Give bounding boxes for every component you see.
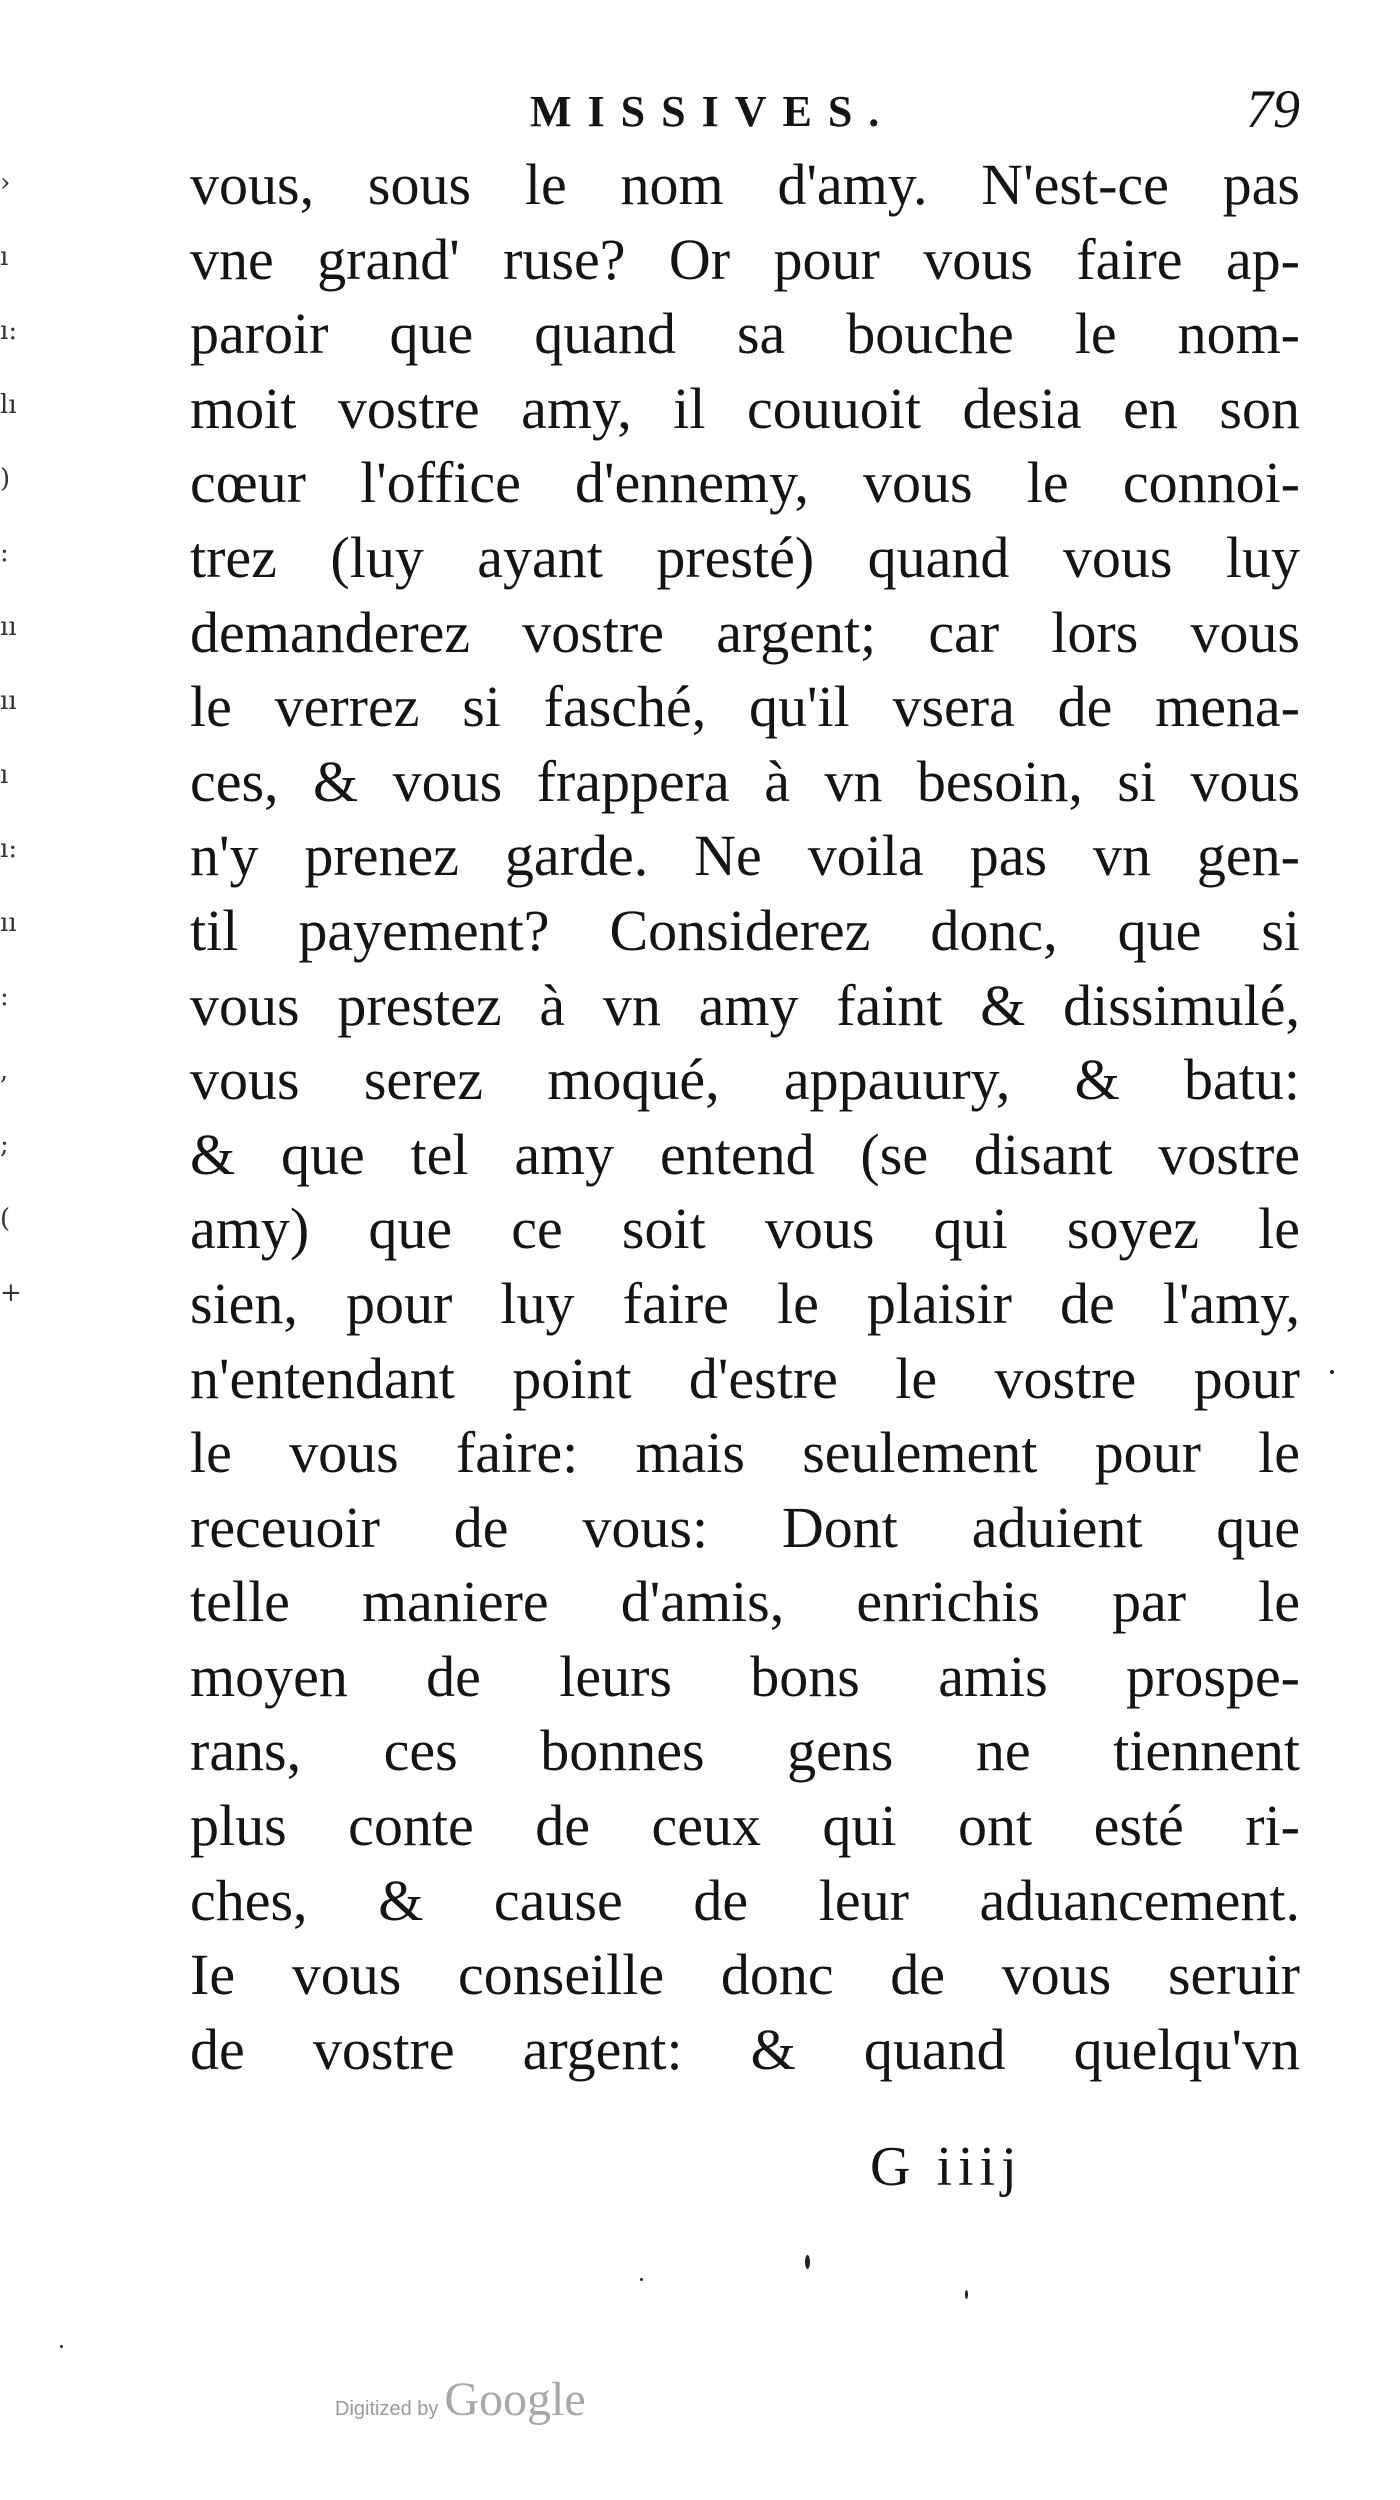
text-line: le vous faire: mais seulement pour le — [190, 1420, 1300, 1486]
text-line: moit vostre amy, il couuoit desia en son — [190, 375, 1300, 441]
text-line: amy) que ce soit vous qui soyez le — [190, 1196, 1300, 1262]
text-line: sien, pour luy faire le plaisir de l'amy, — [190, 1270, 1300, 1336]
text-line: moyen de leurs bons amis prospe- — [190, 1643, 1300, 1709]
watermark-prefix: Digitized by — [335, 2398, 439, 2420]
google-logo: Google — [444, 2373, 586, 2426]
text-line: Ie vous conseille donc de vous seruir — [190, 1942, 1300, 2008]
ink-speck — [805, 2255, 810, 2269]
text-line: vous serez moqué, appauury, & batu: — [190, 1047, 1300, 1113]
page-header — [190, 78, 1300, 148]
text-line: n'y prenez garde. Ne voila pas vn gen- — [190, 823, 1300, 889]
text-line: le verrez si fasché, qu'il vsera de mena- — [190, 674, 1300, 740]
text-line: rans, ces bonnes gens ne tiennent — [190, 1718, 1300, 1784]
ink-speck — [640, 2278, 643, 2281]
text-line: receuoir de vous: Dont aduient que — [190, 1494, 1300, 1560]
text-line: vous prestez à vn amy faint & dissimulé, — [190, 972, 1300, 1038]
text-line: n'entendant point d'estre le vostre pour — [190, 1345, 1300, 1411]
text-line: de vostre argent: & quand quelqu'vn — [190, 2016, 1300, 2082]
digitized-watermark — [335, 2372, 586, 2427]
ink-speck — [1330, 1370, 1334, 1374]
body-text — [190, 148, 1300, 2087]
ink-speck — [965, 2290, 968, 2299]
text-line: ces, & vous frappera à vn besoin, si vous — [190, 748, 1300, 814]
ink-speck — [60, 2345, 63, 2348]
text-line: vous, sous le nom d'amy. N'est-ce pas — [190, 152, 1300, 217]
adjacent-page-margin: › ı ı: lı ) : ıı ıı ı ı: ıı : , ; ( + — [0, 168, 22, 1308]
text-line: paroir que quand sa bouche le nom- — [190, 301, 1300, 367]
running-title: MISSIVES. — [530, 87, 896, 136]
text-line: telle maniere d'amis, enrichis par le — [190, 1569, 1300, 1635]
text-line: demanderez vostre argent; car lors vous — [190, 599, 1300, 665]
text-line: cœur l'office d'ennemy, vous le connoi- — [190, 450, 1300, 516]
page-number: 79 — [1246, 79, 1300, 139]
text-line: ches, & cause de leur aduancement. — [190, 1867, 1300, 1933]
signature-mark: G iiij — [870, 2136, 1023, 2198]
text-line: til payement? Considerez donc, que si — [190, 897, 1300, 963]
text-line: plus conte de ceux qui ont esté ri- — [190, 1793, 1300, 1859]
text-line: & que tel amy entend (se disant vostre — [190, 1121, 1300, 1187]
text-line: vne grand' ruse? Or pour vous faire ap- — [190, 226, 1300, 292]
text-line: trez (luy ayant presté) quand vous luy — [190, 524, 1300, 590]
